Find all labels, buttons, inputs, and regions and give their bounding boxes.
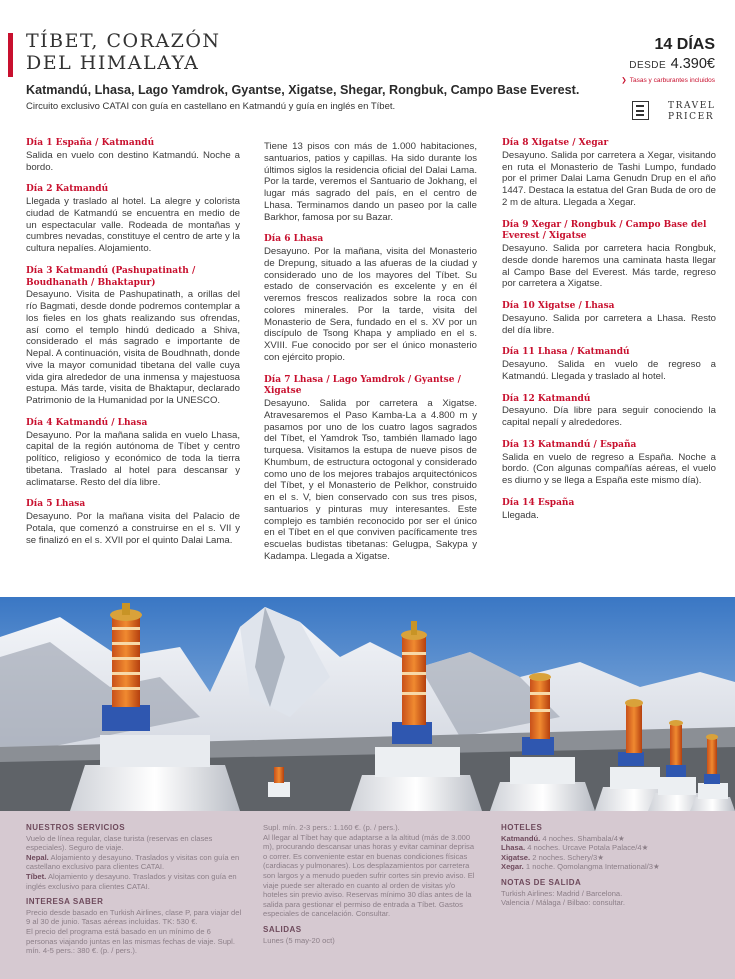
price: DESDE 4.390€ xyxy=(629,56,715,72)
kailash-stupas-photo xyxy=(0,597,735,811)
duration-days: 14 DÍAS xyxy=(654,36,715,53)
itinerary-day: Día 6 Lhasa Desayuno. Por la mañana, visita del Monasterio de Drepung, situado a las afueras de la ciudad y considerado uno de los mayores del Tíbet. Su estado de conservación es excelente y en él veremos frescos realizados sobre la roca con colores minerales. Por la tarde, visita del Monasterio de Sera, fundado en el s. XV por un discípulo de Tsong Khapa y ampliado en el s. XVIII. Fue conocido por ser el único monasterio con ejército propio. xyxy=(264,234,477,363)
itinerary-day: Día 5 Lhasa Desayuno. Por la mañana visita del Palacio de Potala, que comenzó a construirse en el s. VII y se finalizó en el s. XVII por el quinto Dalai Lama. xyxy=(26,499,240,546)
itinerary-column-3 xyxy=(502,138,716,532)
hotels-column: HOTELES Katmandú. 4 noches. Shambala/4★ Lhasa. 4 noches. Urcave Potala Palace/4★ Xigatse. 2 noches. Schery/3★ Xegar. 1 noche. Qomolangma International/3★ NOTAS DE SALIDA Turkish Airlines: Madrid / Barcelona. Valencia / Málaga / Bilbao: consultar. xyxy=(501,823,716,908)
hotel-row: Katmandú. 4 noches. Shambala/4★ xyxy=(501,833,625,843)
hotel-row: Lhasa. 4 noches. Urcave Potala Palace/4★ xyxy=(501,843,649,853)
itinerary-day: Día 2 Katmandú Llegada y traslado al hotel. La alegre y colorista ciudad de Katmandú se encuentra en medio de un espectacular valle. Rodeada de montañas y cumbres nevadas, constituye el centro de arte y la cultura nepalíes. Alojamiento. xyxy=(26,184,240,254)
itinerary-day-continued: Tiene 13 pisos con más de 1.000 habitaciones, santuarios, patios y capillas. Ha sido durante los últimos siglos la residencia oficial del Dalai Lama. Por la tarde, veremos el Santuario de Jokhang, el lugar más sagrado del país, en el centro de Lhasa. Terminamos dando un paseo por la calle Barkhor, famosa por su Bazar. xyxy=(264,141,477,223)
itinerary-day: Día 4 Katmandú / Lhasa Desayuno. Por la mañana salida en vuelo Lhasa, capital de la región autónoma de Tíbet y centro político, religioso y económico de toda la tierra tibetana. Traslado al hotel para descansar y aclimatarse. Resto del día libre. xyxy=(26,417,240,488)
itinerary-day: Día 3 Katmandú (Pashupatinath / Boudhanath / Bhaktapur) Desayuno. Visita de Pashupatinath, a orillas del río Bagmati, desde donde podremos contemplar a los fieles en los ghats realizando sus ofrendas, así como el templo hindú dedicado a Shiva, considerado el más sagrado e importante de Nepal. A continuación, visita de Boudhnath, donde vive la mayor comunidad tibetana del valle cuya vida gira alrededor de una inmensa y majestuosa estupa. Más tarde, visita de Bhaktapur, declarado Patrimonio de la Humanidad por la UNESCO. xyxy=(26,265,240,406)
route-subtitle: Katmandú, Lhasa, Lago Yamdrok, Gyantse, Xigatse, Shegar, Rongbuk, Campo Base Everest. xyxy=(26,83,580,97)
salidas-heading: SALIDAS xyxy=(263,924,302,934)
services-column: NUESTROS SERVICIOS Vuelo de línea regular, clase turista (reservas en clases especiales). Seguro de viaje. Nepal. Alojamiento y desayuno. Traslados y visitas con guía en castellano exclusivo para clientes CATAI. Tíbet. Alojamiento y desayuno. Traslados y visitas con guía en inglés exclusivo para clientes CATAI. INTERESA SABER Precio desde basado en Turkish Airlines, clase P, para viajar del 9 al 30 de junio. Tasas aéreas incluidas. TK: 530 €. El precio del programa está basado en un mínimo de 6 personas viajando juntas en las mismas fechas de viaje. Supl. mín. 4-5 pers.: 380 €. (p. / pers.). xyxy=(26,823,244,956)
circuit-note: Circuito exclusivo CATAI con guía en castellano en Katmandú y guía en inglés en Tíbet. xyxy=(26,101,396,112)
title-accent-bar xyxy=(8,33,13,77)
notes-column: Supl. mín. 2-3 pers.: 1.160 €. (p. / pers.). Al llegar al Tíbet hay que adaptarse a la altitud (más de 3.000 m), procurando descansar unas horas y evitar caminar deprisa o correr. Es conveniente estar en buenas condiciones físicas (cardiacas y pulmonares). Los desplazamientos por carretera son largos y a menudo pueden sufrir cortes sin previo aviso. El viaje puede ser alterado en cuanto al orden de visitas y/o hoteles sin previo aviso. Reservas mínimo 30 días antes de la salida para gestionar el permiso de entrada a Tíbet. Gastos especiales de cancelación. Consultar. SALIDAS Lunes (5 may-20 oct) xyxy=(263,823,479,945)
page-title: TÍBET, CORAZÓN DEL HIMALAYA xyxy=(26,30,221,74)
interesa-heading: INTERESA SABER xyxy=(26,897,104,907)
notas-heading: NOTAS DE SALIDA xyxy=(501,877,582,887)
itinerary-column-1 xyxy=(26,138,240,557)
hotels-heading: HOTELES xyxy=(501,823,543,832)
itinerary-day: Día 12 Katmandú Desayuno. Día libre para seguir conociendo la capital nepalí y alrededores. xyxy=(502,393,716,428)
chevron-right-icon: ❯ xyxy=(621,77,627,84)
services-heading: NUESTROS SERVICIOS xyxy=(26,823,126,832)
itinerary-column-2 xyxy=(264,141,477,574)
itinerary-day: Día 8 Xigatse / Xegar Desayuno. Salida por carretera a Xegar, visitando en ruta el Monasterio de Tashi Lumpo, fundado por el primer Dalai Lama Genudn Drup en el año 1447. Destaca la estatua del Gran Buda de oro de 2 m de altura. Llegada a Xegar. xyxy=(502,138,716,208)
hotel-row: Xegar. 1 noche. Qomolangma International/3★ xyxy=(501,862,660,872)
itinerary-day: Día 7 Lhasa / Lago Yamdrok / Gyantse / Xigatse Desayuno. Salida por carretera a Xigatse. Atravesaremos el Paso Kamba-La a 4.800 m y pasamos por uno de los cuatro lagos sagrados del Tíbet, el Yamdrok Tso, también llamado lago turquesa. Visitamos la estupa de nueve pisos de Khumbum, de estructura octogonal y considerado como uno de los mejores trabajos arquitectónicos del Tíbet, y el Monasterio de Pelkhor, construido en el s. V, bien conservado con sus tres pisos, santuarios y pinturas muy interesantes. Este complejo es también reconocido por ser el único en el Tíbet en el que conviven pacíficamente tres escuelas budistas tibetanas: Gelugpa, Sakypa y Kadampa. Llegada a Xigatse. xyxy=(264,374,477,562)
itinerary-day: Día 9 Xegar / Rongbuk / Campo Base del Everest / Xigatse Desayuno. Salida por carretera hacia Rongbuk, desde donde haremos una caminata hasta llegar al Campo Base del Everest. Más tarde, regreso por carretera a Xigatse. xyxy=(502,219,716,290)
landscape-illustration xyxy=(0,597,735,811)
info-panel xyxy=(0,811,735,979)
calculator-icon xyxy=(632,101,649,120)
hotel-row: Xigatse. 2 noches. Schery/3★ xyxy=(501,852,605,862)
itinerary-day: Día 13 Katmandú / España Salida en vuelo de regreso a España. Noche a bordo. (Con algunas compañías aéreas, el vuelo es diurno y se llega a España este mismo día). xyxy=(502,439,716,486)
taxes-note: ❯ Tasas y carburantes incluidos xyxy=(621,77,715,84)
itinerary-day: Día 11 Lhasa / Katmandú Desayuno. Salida en vuelo de regreso a Katmandú. Llegada y traslado al hotel. xyxy=(502,347,716,382)
itinerary-day: Día 10 Xigatse / Lhasa Desayuno. Salida por carretera a Lhasa. Resto del día libre. xyxy=(502,301,716,336)
itinerary-day: Día 1 España / Katmandú Salida en vuelo con destino Katmandú. Noche a bordo. xyxy=(26,138,240,173)
itinerary-day: Día 14 España Llegada. xyxy=(502,497,575,521)
